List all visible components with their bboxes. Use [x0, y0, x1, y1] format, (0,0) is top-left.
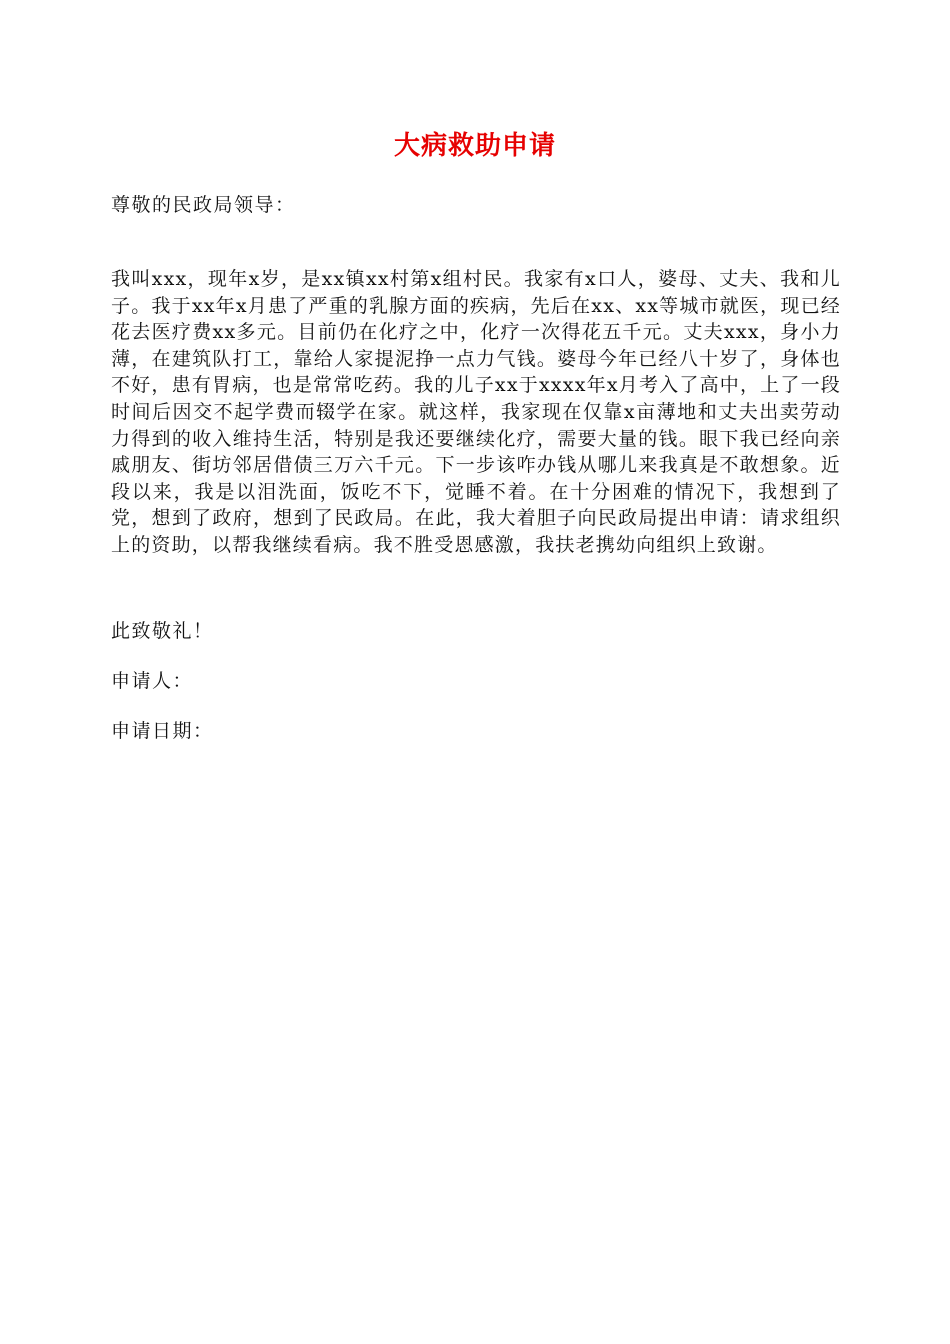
salutation: 尊敬的民政局领导： — [111, 194, 296, 216]
body-paragraph: 我叫xxx，现年x岁，是xx镇xx村第x组村民。我家有x口人，婆母、丈夫、我和儿子。我于xx年x月患了严重的乳腺方面的疾病，先后在xx、xx等城市就医，现已经花去医疗费xx多元。目前仍在化疗之中，化疗一次得花五千元。丈夫xxx，身小力薄，在建筑队打工，靠给人家提泥挣一点力气钱。婆母今年已经八十岁了，身体也不好，患有胃病，也是常常吃药。我的儿子xx于xxxx年x月考入了高中，上了一段时间后因交不起学费而辍学在家。就这样，我家现在仅靠x亩薄地和丈夫出卖劳动力得到的收入维持生活，特别是我还要继续化疗，需要大量的钱。眼下我已经向亲戚朋友、街坊邻居借债三万六千元。下一步该咋办钱从哪儿来我真是不敢想象。近段以来，我是以泪洗面，饭吃不下，觉睡不着。在十分困难的情况下，我想到了党，想到了政府，想到了民政局。在此，我大着胆子向民政局提出申请：请求组织上的资助，以帮我继续看病。我不胜受恩感激，我扶老携幼向组织上致谢。 — [111, 268, 841, 556]
applicant-label: 申请人： — [111, 670, 194, 692]
date-label: 申请日期： — [111, 720, 214, 742]
document-title: 大病救助申请 — [393, 131, 556, 161]
closing-line: 此致敬礼！ — [111, 620, 214, 642]
